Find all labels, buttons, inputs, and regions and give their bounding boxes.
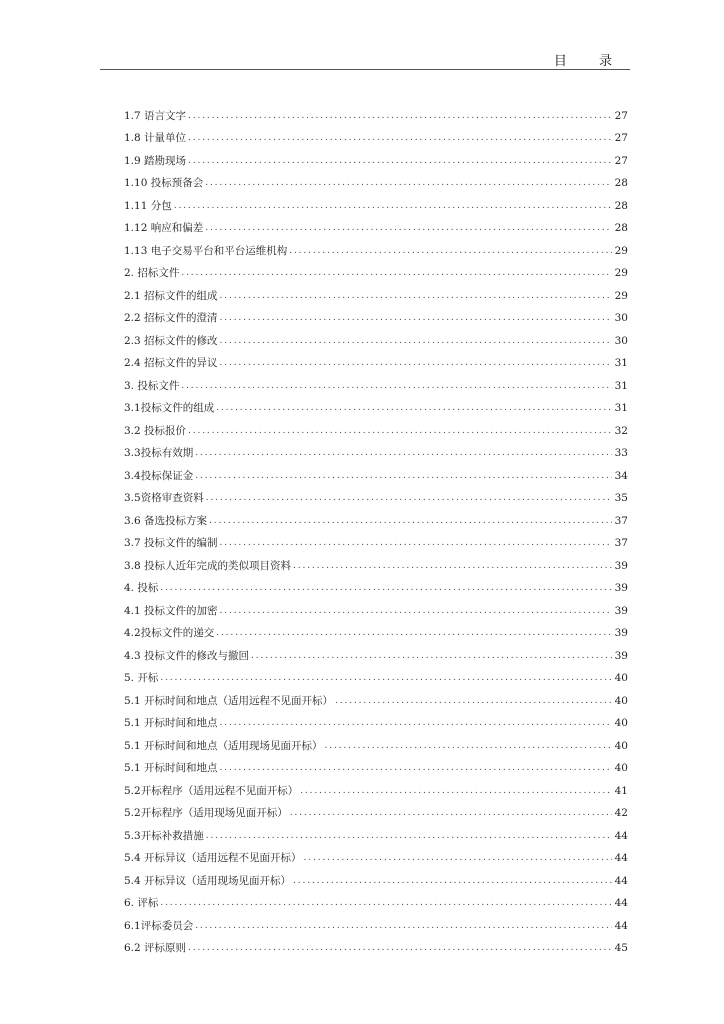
toc-entry-label: 6. 评标: [124, 897, 159, 909]
toc-dot-leader: [188, 941, 612, 955]
toc-entry-page-number: 41: [614, 784, 628, 797]
toc-entry-label: 1.12 响应和偏差: [124, 222, 204, 234]
toc-dot-leader: [181, 266, 612, 280]
toc-entry-label: 5.4 开标异议（适用现场见面开标）: [124, 874, 292, 887]
toc-entry[interactable]: [124, 415, 628, 438]
toc-entry[interactable]: [124, 505, 628, 528]
toc-entry-page-number: 40: [614, 694, 628, 707]
toc-entry[interactable]: [124, 618, 628, 641]
header-rule: [100, 69, 630, 70]
toc-entry-label: 5.2开标程序（适用远程不见面开标）: [124, 784, 299, 797]
toc-entry[interactable]: [124, 663, 628, 686]
toc-entry[interactable]: [124, 528, 628, 551]
toc-entry[interactable]: [124, 573, 628, 596]
toc-dot-leader: [188, 154, 612, 168]
toc-entry-page-number: 28: [614, 177, 628, 189]
toc-entry[interactable]: [124, 100, 628, 123]
toc-entry[interactable]: [124, 865, 628, 888]
toc-dot-leader: [216, 401, 612, 415]
toc-entry[interactable]: [124, 550, 628, 573]
toc-entry-label: 3.1投标文件的组成: [124, 402, 215, 414]
toc-dot-leader: [293, 874, 612, 888]
toc-dot-leader: [220, 334, 612, 348]
toc-dot-leader: [160, 581, 612, 595]
toc-entry[interactable]: [124, 168, 628, 191]
toc-entry-label: 3.8 投标人近年完成的类似项目资料: [124, 559, 292, 572]
toc-dot-leader: [206, 829, 612, 843]
toc-entry-page-number: 42: [614, 807, 628, 819]
toc-dot-leader: [209, 514, 612, 528]
toc-dot-leader: [216, 626, 612, 640]
toc-dot-leader: [188, 424, 612, 438]
toc-entry[interactable]: [124, 460, 628, 483]
toc-entry[interactable]: [124, 708, 628, 731]
toc-dot-leader: [220, 716, 612, 730]
toc-dot-leader: [220, 311, 612, 325]
toc-entry-label: 5.2开标程序（适用现场见面开标）: [124, 807, 288, 819]
toc-entry-page-number: 40: [614, 672, 628, 684]
toc-entry[interactable]: [124, 370, 628, 393]
toc-dot-leader: [304, 851, 612, 865]
toc-entry-label: 1.10 投标预备会: [124, 177, 204, 189]
toc-entry[interactable]: [124, 325, 628, 348]
toc-entry[interactable]: [124, 145, 628, 168]
toc-entry[interactable]: [124, 798, 628, 821]
toc-entry-label: 1.9 踏勘现场: [124, 154, 187, 167]
toc-dot-leader: [188, 109, 612, 123]
page-title: 目 录: [553, 54, 626, 69]
toc-dot-leader: [160, 896, 612, 910]
toc-entry[interactable]: [124, 775, 628, 798]
toc-entry[interactable]: [124, 393, 628, 416]
toc-entry[interactable]: [124, 910, 628, 933]
toc-entry-label: 3.3投标有效期: [124, 447, 194, 459]
toc-entry-page-number: 44: [614, 852, 628, 864]
toc-entry-label: 2.2 招标文件的澄清: [124, 312, 218, 324]
toc-entry[interactable]: [124, 730, 628, 753]
toc-entry-page-number: 39: [614, 604, 628, 617]
toc-entry-page-number: 44: [614, 897, 628, 909]
toc-entry-label: 2.3 招标文件的修改: [124, 334, 218, 347]
toc-entry[interactable]: [124, 123, 628, 146]
toc-entry-page-number: 37: [614, 514, 628, 527]
toc-entry-label: 3.5资格审查资料: [124, 492, 204, 504]
toc-entry-label: 1.7 语言文字: [124, 109, 187, 122]
toc-entry[interactable]: [124, 595, 628, 618]
toc-entry[interactable]: [124, 843, 628, 866]
toc-entry-label: 5. 开标: [124, 672, 159, 684]
toc-entry-label: 1.13 电子交易平台和平台运维机构: [124, 244, 288, 257]
toc-entry-page-number: 27: [614, 109, 628, 122]
toc-dot-leader: [293, 559, 612, 573]
toc-dot-leader: [160, 671, 612, 685]
toc-entry-label: 5.1 开标时间和地点: [124, 717, 218, 729]
toc-entry-label: 3.4投标保证金: [124, 469, 194, 482]
toc-entry[interactable]: [124, 685, 628, 708]
toc-entry-label: 6.2 评标原则: [124, 942, 187, 954]
toc-dot-leader: [290, 806, 612, 820]
toc-entry[interactable]: [124, 190, 628, 213]
toc-entry-page-number: 35: [614, 492, 628, 504]
toc-entry-label: 6.1评标委员会: [124, 919, 194, 932]
toc-entry-label: 2.1 招标文件的组成: [124, 289, 218, 302]
toc-entry-page-number: 44: [614, 829, 628, 842]
toc-dot-leader: [220, 536, 612, 550]
toc-dot-leader: [195, 919, 612, 933]
toc-entry[interactable]: [124, 640, 628, 663]
toc-entry[interactable]: [124, 438, 628, 461]
toc-entry-page-number: 40: [614, 762, 628, 774]
toc-entry-label: 5.1 开标时间和地点（适用现场见面开标）: [124, 739, 323, 752]
toc-entry-label: 1.11 分包: [124, 199, 172, 212]
toc-entry-label: 3.7 投标文件的编制: [124, 537, 218, 549]
toc-entry-label: 4.2投标文件的递交: [124, 627, 215, 639]
toc-entry-page-number: 37: [614, 537, 628, 549]
toc-dot-leader: [206, 491, 612, 505]
toc-dot-leader: [335, 694, 612, 708]
toc-entry[interactable]: [124, 258, 628, 281]
toc-entry-page-number: 33: [614, 447, 628, 459]
toc-dot-leader: [300, 784, 612, 798]
toc-entry-label: 4. 投标: [124, 582, 159, 594]
toc-entry[interactable]: [124, 753, 628, 776]
toc-dot-leader: [289, 244, 612, 258]
toc-entry-label: 5.1 开标时间和地点: [124, 762, 218, 774]
toc-entry-page-number: 29: [614, 289, 628, 302]
toc-entry-page-number: 39: [614, 649, 628, 662]
toc-dot-leader: [195, 446, 612, 460]
toc-dot-leader: [325, 739, 612, 753]
toc-entry-page-number: 29: [614, 244, 628, 257]
toc-dot-leader: [220, 604, 612, 618]
toc-entry-page-number: 31: [614, 402, 628, 414]
toc-entry-label: 3.6 备选投标方案: [124, 514, 208, 527]
toc-entry[interactable]: [124, 303, 628, 326]
toc-entry-label: 5.1 开标时间和地点（适用远程不见面开标）: [124, 694, 334, 707]
toc-entry-page-number: 31: [614, 357, 628, 369]
toc-entry-page-number: 39: [614, 559, 628, 572]
toc-dot-leader: [220, 289, 612, 303]
toc-entry-label: 3. 投标文件: [124, 379, 180, 392]
toc-entry-page-number: 45: [614, 942, 628, 954]
toc-entry-page-number: 28: [614, 199, 628, 212]
toc-entry-page-number: 27: [614, 154, 628, 167]
toc-entry-page-number: 31: [614, 379, 628, 392]
toc-entry-page-number: 44: [614, 874, 628, 887]
toc-entry-page-number: 40: [614, 739, 628, 752]
toc-dot-leader: [251, 649, 612, 663]
toc-entry-page-number: 30: [614, 334, 628, 347]
page-header: [0, 0, 724, 72]
toc-entry-page-number: 39: [614, 582, 628, 594]
toc-entry[interactable]: [124, 820, 628, 843]
toc-entry-label: 5.4 开标异议（适用远程不见面开标）: [124, 852, 302, 864]
toc-entry[interactable]: [124, 235, 628, 258]
toc-entry-page-number: 44: [614, 919, 628, 932]
toc-entry[interactable]: [124, 933, 628, 956]
toc-dot-leader: [205, 176, 612, 190]
toc-entry-page-number: 39: [614, 627, 628, 639]
toc-dot-leader: [195, 469, 612, 483]
toc-dot-leader: [205, 221, 612, 235]
toc-entry-page-number: 30: [614, 312, 628, 324]
toc-entry[interactable]: [124, 348, 628, 371]
toc-entry[interactable]: [124, 213, 628, 236]
toc-entry-page-number: 40: [614, 717, 628, 729]
toc-entry-label: 2. 招标文件: [124, 267, 180, 279]
toc-dot-leader: [220, 761, 612, 775]
toc-entry[interactable]: [124, 888, 628, 911]
toc-entry-page-number: 32: [614, 424, 628, 437]
toc-entry[interactable]: [124, 280, 628, 303]
toc-dot-leader: [220, 356, 612, 370]
toc-entry-label: 1.8 计量单位: [124, 132, 187, 144]
toc-dot-leader: [188, 131, 612, 145]
toc-entry-label: 4.1 投标文件的加密: [124, 604, 218, 617]
toc-dot-leader: [181, 379, 612, 393]
toc-entry-page-number: 28: [614, 222, 628, 234]
toc-entry-label: 4.3 投标文件的修改与撤回: [124, 649, 250, 662]
toc-entry[interactable]: [124, 483, 628, 506]
toc-entry-page-number: 29: [614, 267, 628, 279]
toc-entry-label: 5.3开标补救措施: [124, 829, 204, 842]
table-of-contents: [124, 100, 628, 955]
toc-entry-page-number: 27: [614, 132, 628, 144]
toc-entry-label: 2.4 招标文件的异议: [124, 357, 218, 369]
toc-dot-leader: [174, 199, 612, 213]
toc-entry-page-number: 34: [614, 469, 628, 482]
toc-entry-label: 3.2 投标报价: [124, 424, 187, 437]
